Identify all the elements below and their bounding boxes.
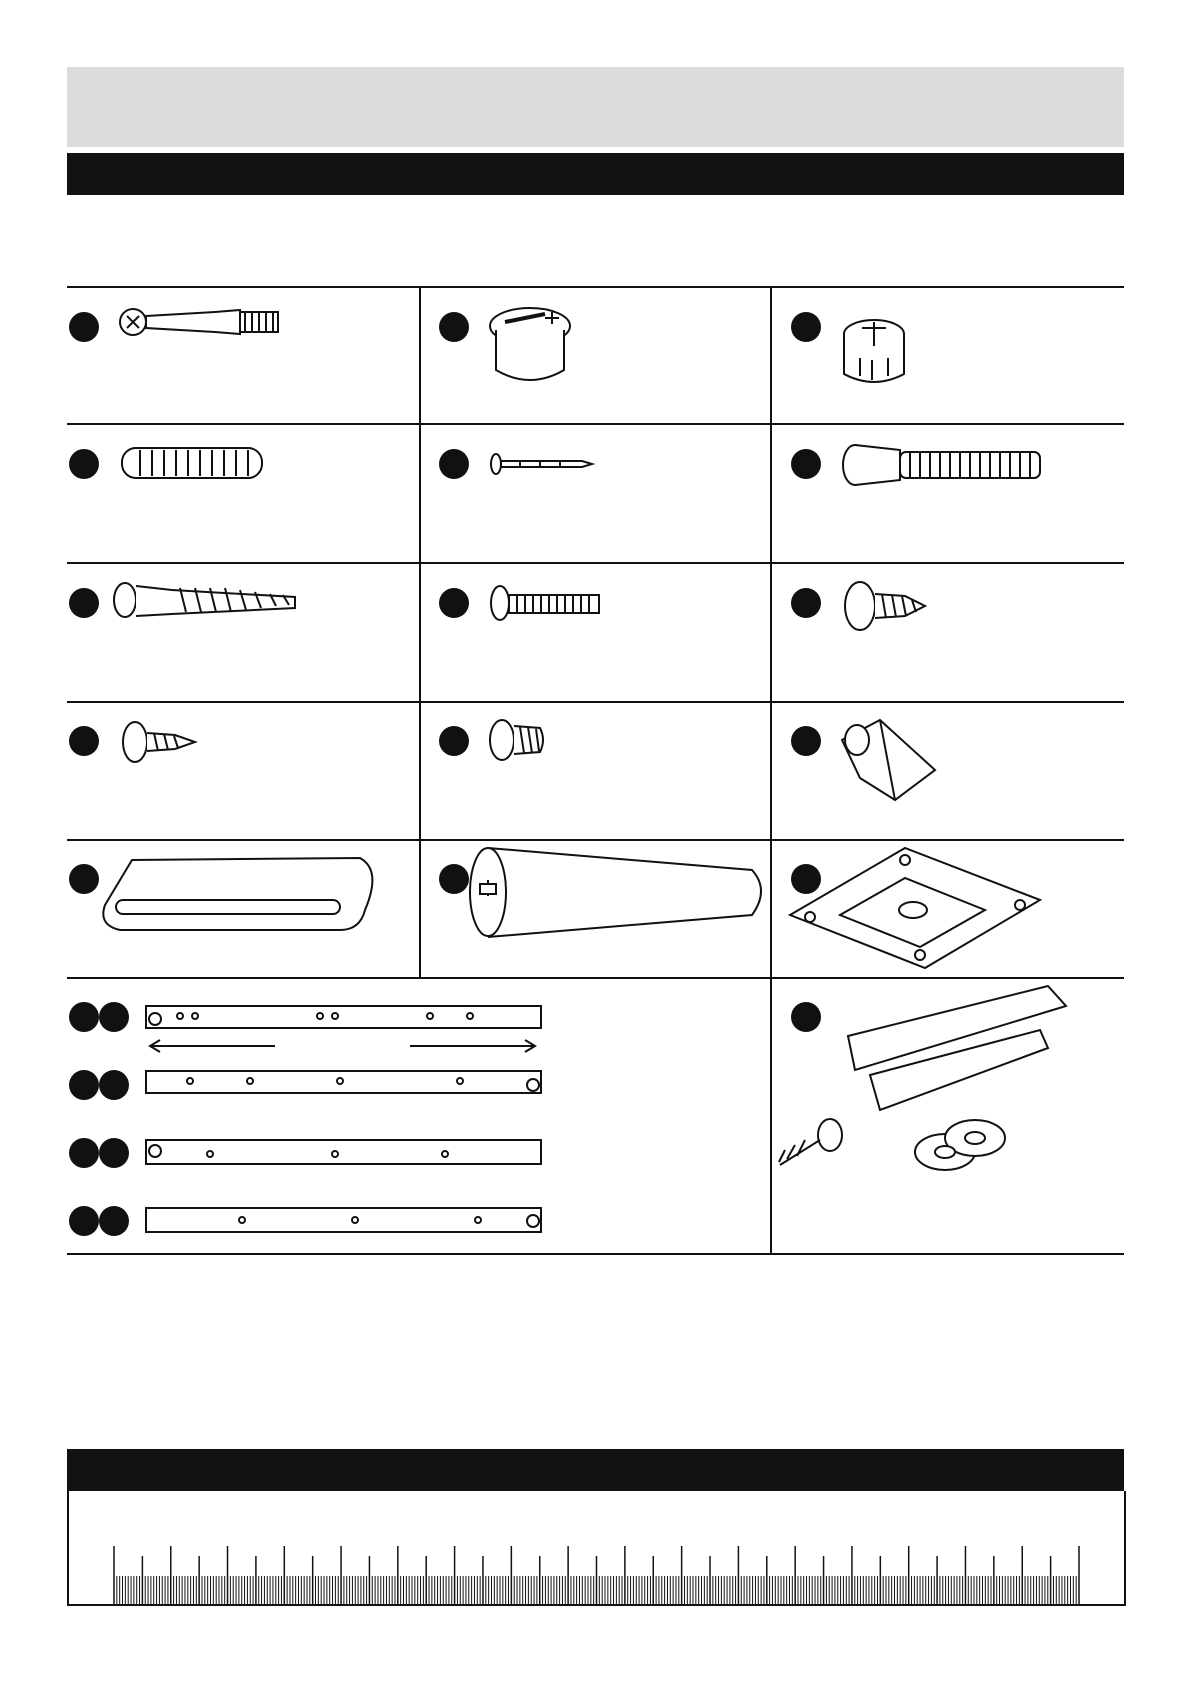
small-screw-icon: [123, 722, 195, 762]
machine-screw-icon: [491, 586, 599, 620]
ruler-scale: [69, 1491, 1124, 1604]
wood-dowel-icon: [122, 448, 262, 478]
leg-icon: [470, 848, 761, 937]
corner-block-icon: [842, 720, 935, 800]
euro-screw-icon: [490, 720, 543, 760]
cam-lock-icon: [490, 308, 570, 380]
nail-icon: [491, 454, 592, 474]
drawer-runner-icon: [146, 1006, 541, 1232]
cam-housing-icon: [844, 320, 904, 382]
short-screw-icon: [845, 582, 925, 630]
connector-bolt-icon: [843, 445, 1040, 485]
cam-bolt-icon: [120, 309, 278, 335]
wood-screw-icon: [114, 583, 295, 617]
anti-tip-kit-icon: [779, 986, 1066, 1170]
ruler-title-bar: [67, 1449, 1124, 1491]
handle-icon: [103, 858, 372, 930]
measuring-ruler: [67, 1491, 1126, 1606]
mounting-plate-icon: [790, 848, 1040, 968]
